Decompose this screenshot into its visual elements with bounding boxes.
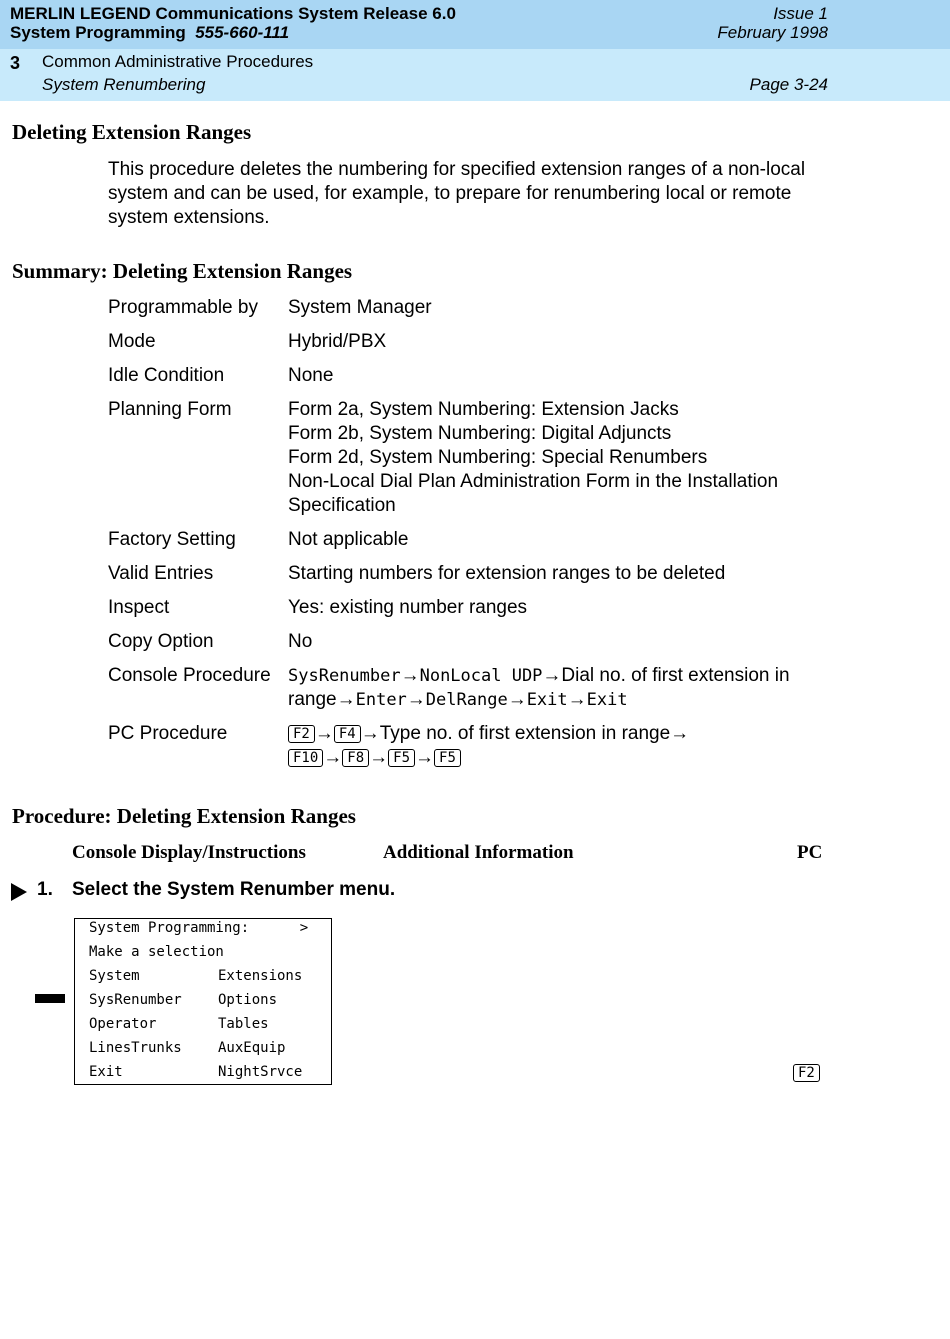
step-marker-icon: [11, 883, 27, 901]
summary-value-inspect: Yes: existing number ranges: [288, 597, 528, 618]
arrow-icon: →: [336, 689, 356, 710]
summary-value-planning-form-2: Form 2b, System Numbering: Digital Adjuncts: [288, 423, 672, 444]
console-text-dial: Dial no. of first extension in: [561, 665, 790, 686]
summary-label-console-procedure: Console Procedure: [108, 665, 271, 686]
page-number: Page 3-24: [749, 75, 828, 94]
header-date: February 1998: [717, 23, 828, 42]
console-procedure-line-2: [288, 688, 628, 712]
summary-heading: Summary: Deleting Extension Ranges: [12, 259, 353, 283]
column-header-console: Console Display/Instructions: [72, 842, 306, 863]
summary-value-idle-condition: None: [288, 365, 334, 386]
header-guide: [10, 23, 289, 43]
console-cmd-enter: Enter: [355, 690, 407, 710]
header-guide-name: System Programming: [10, 23, 186, 42]
screen-option-auxequip: AuxEquip: [218, 1040, 286, 1056]
chapter-number: 3: [10, 53, 21, 73]
screen-option-system: System: [89, 968, 140, 984]
console-text-range: range: [288, 689, 337, 710]
arrow-icon: →: [400, 665, 420, 686]
header-issue: Issue 1: [773, 4, 828, 23]
chapter-title: Common Administrative Procedures: [42, 52, 314, 71]
summary-value-planning-form-3: Form 2d, System Numbering: Special Renumbers: [288, 447, 708, 468]
key-f4: F4: [334, 725, 361, 743]
section-title-header: System Renumbering: [42, 75, 206, 94]
procedure-heading: Procedure: Deleting Extension Ranges: [12, 804, 356, 828]
summary-label-factory-setting: Factory Setting: [108, 529, 236, 550]
arrow-icon: →: [323, 747, 343, 768]
key-f10: F10: [288, 749, 323, 767]
summary-value-planning-form-1: Form 2a, System Numbering: Extension Jacks: [288, 399, 679, 420]
screen-option-nightsrvce: NightSrvce: [218, 1064, 303, 1080]
summary-value-mode: Hybrid/PBX: [288, 331, 387, 352]
key-f5: F5: [388, 749, 415, 767]
key-f2: F2: [288, 725, 315, 743]
screen-option-extensions: Extensions: [218, 968, 303, 984]
summary-label-planning-form: Planning Form: [108, 399, 232, 420]
pc-text-type: Type no. of first extension in range: [379, 723, 671, 744]
arrow-icon: →: [314, 723, 334, 744]
summary-value-valid-entries: Starting numbers for extension ranges to be deleted: [288, 563, 726, 584]
arrow-icon: →: [415, 747, 435, 768]
screen-title-line: System Programming: >: [89, 920, 309, 936]
pc-key-column: [793, 1064, 820, 1083]
column-header-pc: PC: [797, 842, 823, 863]
summary-label-inspect: Inspect: [108, 597, 170, 618]
summary-value-planning-form-5: Specification: [288, 495, 396, 516]
summary-label-copy-option: Copy Option: [108, 631, 214, 652]
key-f2: F2: [793, 1064, 820, 1082]
section-heading: Deleting Extension Ranges: [12, 120, 252, 144]
summary-value-programmable-by: System Manager: [288, 297, 432, 318]
pc-procedure-line-2: [288, 746, 461, 770]
step-text: Select the System Renumber menu.: [72, 879, 396, 900]
summary-label-idle-condition: Idle Condition: [108, 365, 225, 386]
console-display-screen: [74, 918, 332, 1085]
screen-prompt-line: Make a selection: [89, 944, 224, 960]
console-cmd-exit: Exit: [526, 690, 568, 710]
summary-label-programmable-by: Programmable by: [108, 297, 258, 318]
selection-indicator-bar: [35, 994, 65, 1003]
console-cmd-delrange: DelRange: [425, 690, 508, 710]
screen-option-linestrunks: LinesTrunks: [89, 1040, 182, 1056]
console-procedure-line-1: [288, 664, 790, 688]
summary-value-copy-option: No: [288, 631, 313, 652]
screen-option-exit: Exit: [89, 1064, 123, 1080]
summary-label-valid-entries: Valid Entries: [108, 563, 214, 584]
arrow-icon: →: [542, 665, 562, 686]
column-header-info: Additional Information: [383, 842, 574, 863]
console-cmd-nonlocal-udp: NonLocal UDP: [419, 666, 543, 686]
screen-option-tables: Tables: [218, 1016, 269, 1032]
step-number: 1.: [37, 879, 53, 900]
arrow-icon: →: [507, 689, 527, 710]
console-cmd-exit: Exit: [586, 690, 628, 710]
arrow-icon: →: [360, 723, 380, 744]
intro-paragraph: This procedure deletes the numbering for specified extension ranges of a non-local system and can be used, for example, to prepare for renumbering local or remote system extensions.: [108, 159, 806, 228]
arrow-icon: →: [670, 723, 690, 744]
pc-procedure-line-1: [288, 722, 689, 746]
header-product: MERLIN LEGEND Communications System Release 6.0: [10, 4, 456, 23]
arrow-icon: →: [406, 689, 426, 710]
console-cmd-sysrenumber: SysRenumber: [288, 666, 401, 686]
key-f8: F8: [342, 749, 369, 767]
screen-option-sysrenumber: SysRenumber: [89, 992, 182, 1008]
summary-label-pc-procedure: PC Procedure: [108, 723, 228, 744]
summary-value-factory-setting: Not applicable: [288, 529, 409, 550]
arrow-icon: →: [567, 689, 587, 710]
screen-option-options: Options: [218, 992, 278, 1008]
header-doc-number: 555-660-111: [195, 23, 290, 42]
summary-value-planning-form-4: Non-Local Dial Plan Administration Form in the Installation: [288, 471, 779, 492]
screen-option-operator: Operator: [89, 1016, 157, 1032]
arrow-icon: →: [369, 747, 389, 768]
summary-label-mode: Mode: [108, 331, 156, 352]
key-f5: F5: [434, 749, 461, 767]
